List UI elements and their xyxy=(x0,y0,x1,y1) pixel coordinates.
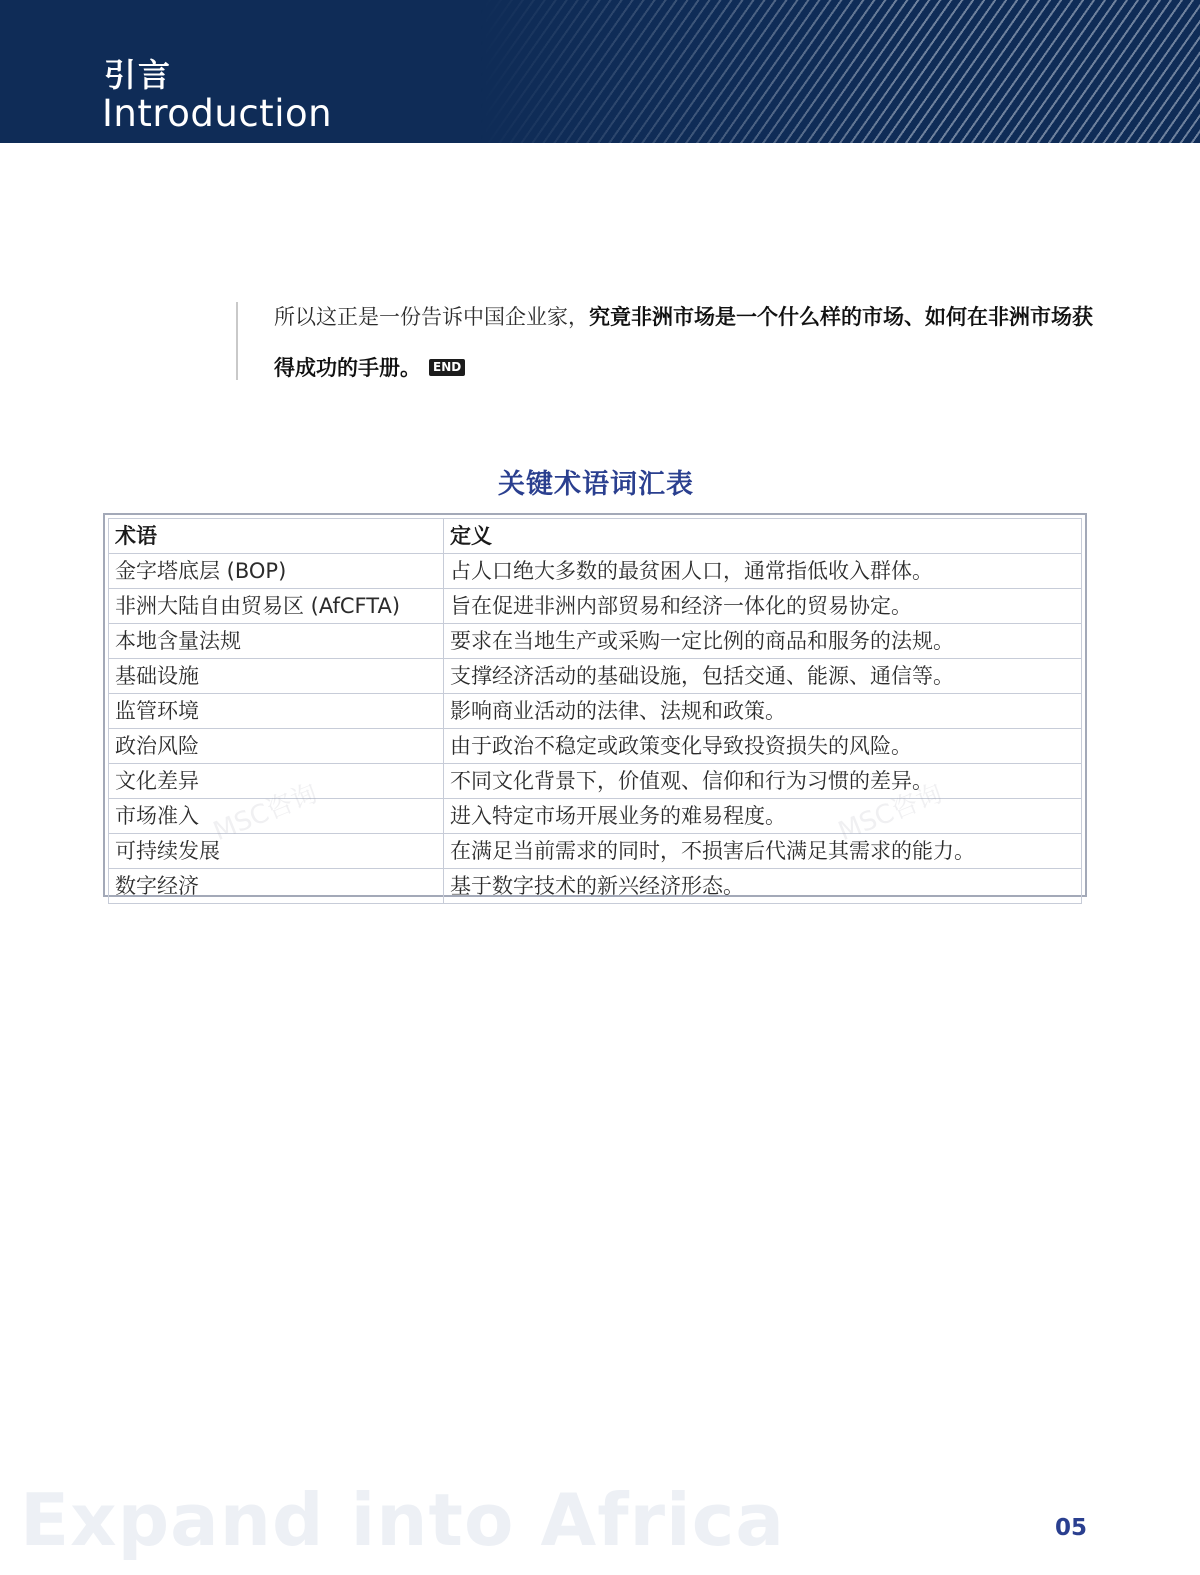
header-banner xyxy=(0,0,1200,143)
definition-cell: 旨在促进非洲内部贸易和经济一体化的贸易协定。 xyxy=(444,589,1082,624)
table-row xyxy=(109,589,1082,624)
definition-cell: 要求在当地生产或采购一定比例的商品和服务的法规。 xyxy=(444,624,1082,659)
term-cell: 市场准入 xyxy=(109,799,444,834)
definition-cell: 在满足当前需求的同时，不损害后代满足其需求的能力。 xyxy=(444,834,1082,869)
watermark: MSC咨询 xyxy=(834,778,947,848)
definition-cell: 影响商业活动的法律、法规和政策。 xyxy=(444,694,1082,729)
header-definition: 定义 xyxy=(444,519,1082,554)
glossary-table xyxy=(108,518,1082,904)
section-title-en: Introduction xyxy=(102,92,333,135)
term-cell: 可持续发展 xyxy=(109,834,444,869)
table-row xyxy=(109,799,1082,834)
term-cell: 政治风险 xyxy=(109,729,444,764)
table-header-row xyxy=(109,519,1082,554)
footer-brand-watermark: Expand into Africa xyxy=(20,1478,785,1562)
glossary-table-frame xyxy=(103,513,1087,897)
header-stripe-pattern xyxy=(480,0,1200,143)
table-row xyxy=(109,659,1082,694)
term-cell: 文化差异 xyxy=(109,764,444,799)
quote-paragraph xyxy=(238,292,1098,394)
glossary-title: 关键术语词汇表 xyxy=(498,469,694,500)
table-row xyxy=(109,834,1082,869)
term-cell: 基础设施 xyxy=(109,659,444,694)
quote-text-normal: 所以这正是一份告诉中国企业家， xyxy=(274,305,589,329)
definition-cell: 进入特定市场开展业务的难易程度。 xyxy=(444,799,1082,834)
header-term: 术语 xyxy=(109,519,444,554)
table-row xyxy=(109,624,1082,659)
term-cell: 金字塔底层 (BOP) xyxy=(109,554,444,589)
quote-text-bold: 究竟非洲市场是一个什么样的市场、如何在非洲市场获得成功的手册。 xyxy=(274,305,1093,380)
definition-cell: 基于数字技术的新兴经济形态。 xyxy=(444,869,1082,904)
table-row xyxy=(109,869,1082,904)
term-cell: 数字经济 xyxy=(109,869,444,904)
definition-cell: 不同文化背景下，价值观、信仰和行为习惯的差异。 xyxy=(444,764,1082,799)
definition-cell: 由于政治不稳定或政策变化导致投资损失的风险。 xyxy=(444,729,1082,764)
term-cell: 监管环境 xyxy=(109,694,444,729)
section-title-cn: 引言 xyxy=(104,56,173,94)
table-row xyxy=(109,694,1082,729)
definition-cell: 支撑经济活动的基础设施，包括交通、能源、通信等。 xyxy=(444,659,1082,694)
watermark: MSC咨询 xyxy=(209,778,322,848)
term-cell: 本地含量法规 xyxy=(109,624,444,659)
quote-block xyxy=(236,302,1098,380)
table-row xyxy=(109,764,1082,799)
table-row xyxy=(109,554,1082,589)
page-number: 05 xyxy=(1055,1515,1088,1541)
end-badge: END xyxy=(429,359,465,376)
table-row xyxy=(109,729,1082,764)
term-cell: 非洲大陆自由贸易区 (AfCFTA) xyxy=(109,589,444,624)
definition-cell: 占人口绝大多数的最贫困人口，通常指低收入群体。 xyxy=(444,554,1082,589)
